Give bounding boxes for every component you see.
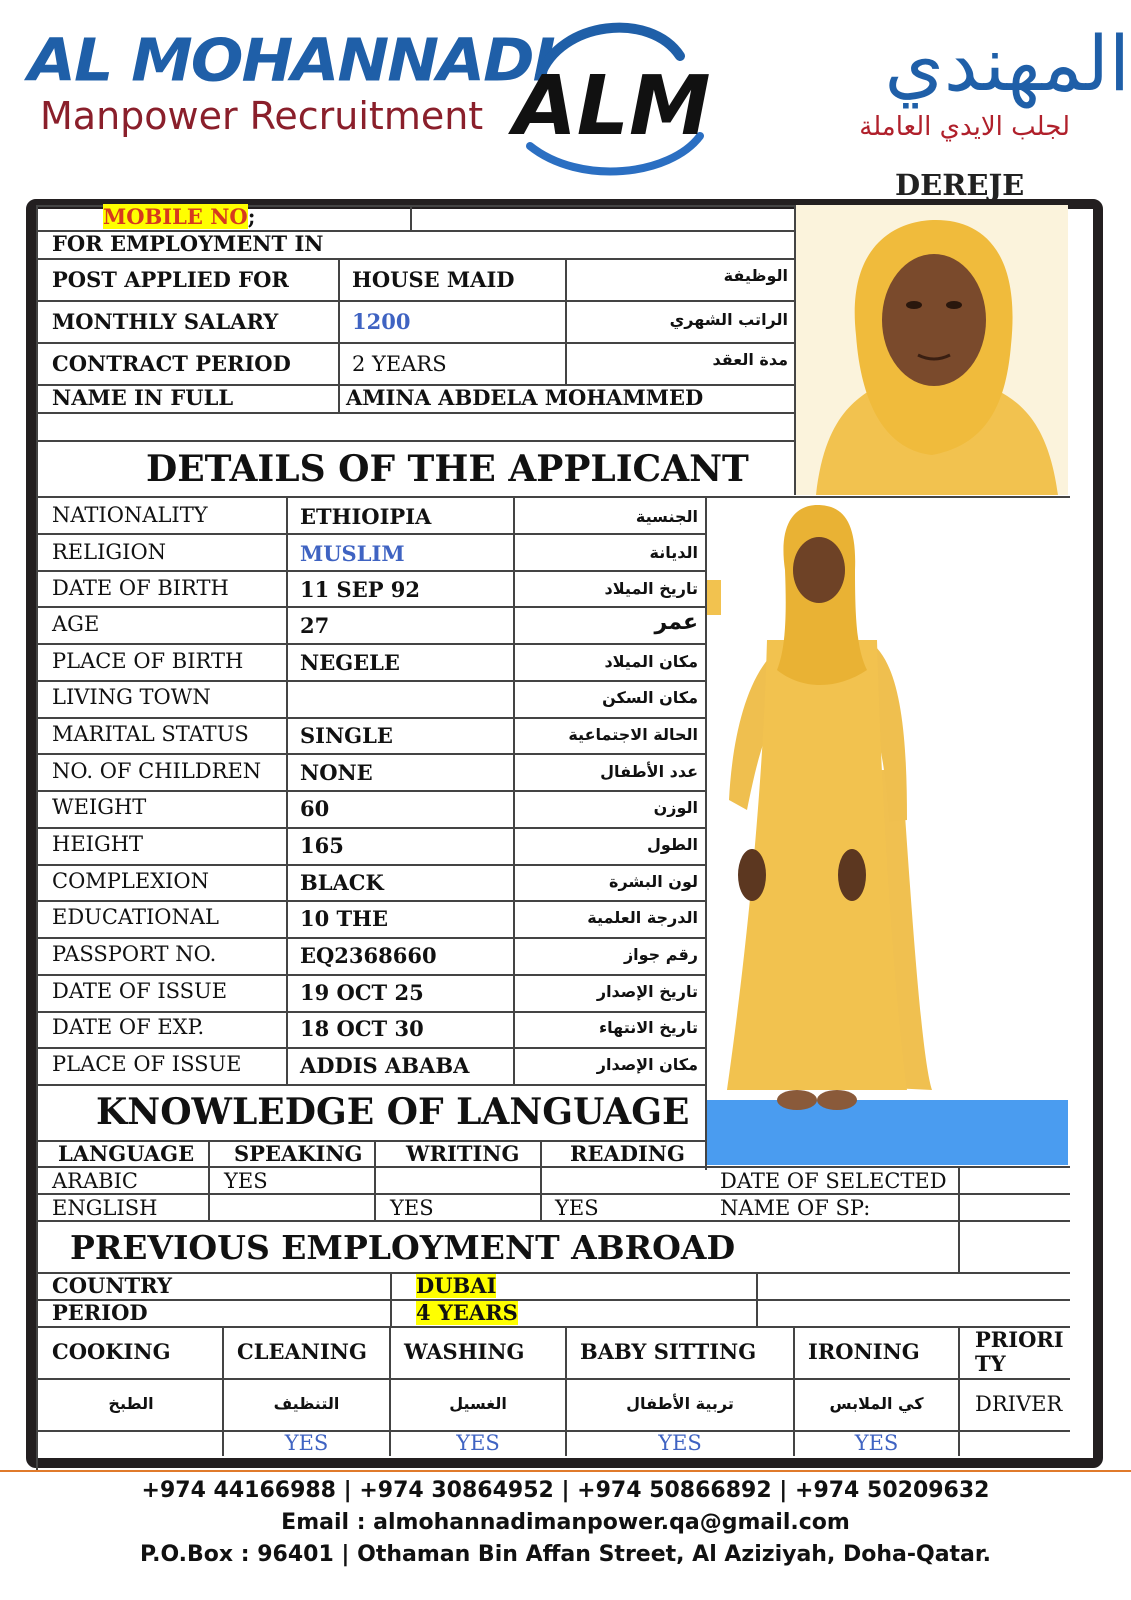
divider (36, 974, 706, 976)
divider (36, 1193, 1070, 1195)
detail-ar: مكان الإصدار (596, 1055, 698, 1074)
detail-label: PASSPORT NO. (52, 942, 217, 966)
detail-value: NONE (300, 760, 373, 785)
divider (36, 205, 38, 1470)
priority-header-line2: TY (975, 1351, 1006, 1376)
salary-label: MONTHLY SALARY (52, 309, 279, 334)
footer-divider (0, 1470, 1131, 1472)
divider (36, 717, 706, 719)
divider (286, 496, 288, 1084)
mobile-label: MOBILE NO (103, 204, 248, 229)
divider (36, 937, 706, 939)
period-label: PERIOD (52, 1300, 148, 1325)
detail-value: BLACK (300, 870, 384, 895)
detail-label: DATE OF ISSUE (52, 979, 228, 1003)
details-title: DETAILS OF THE APPLICANT (146, 448, 749, 490)
skill-value-baby-sitting: YES (658, 1431, 702, 1455)
skill-header-cooking: COOKING (52, 1339, 171, 1364)
language-title: KNOWLEDGE OF LANGUAGE (96, 1091, 690, 1133)
divider (756, 1272, 758, 1326)
skill-ar-baby-sitting: تربية الأطفال (626, 1394, 734, 1413)
divider (513, 496, 515, 1084)
divider (565, 258, 567, 384)
name-value: AMINA ABDELA MOHAMMED (346, 385, 704, 410)
detail-ar: لون البشرة (609, 872, 698, 891)
divider (36, 300, 796, 302)
detail-value: 60 (300, 796, 330, 821)
priority-value: DRIVER (975, 1392, 1063, 1416)
brand-name-en: AL MOHANNADI (28, 25, 554, 95)
detail-value: 10 THE (300, 906, 389, 931)
skill-header-ironing: IRONING (808, 1339, 920, 1364)
divider (36, 680, 706, 682)
divider (36, 1326, 1070, 1328)
detail-ar: مكان السكن (602, 688, 698, 707)
period-value: 4 YEARS (416, 1300, 518, 1325)
brand-block-ar (740, 20, 1130, 142)
post-ar: الوظيفة (723, 266, 788, 285)
divider (36, 1299, 1070, 1301)
employment-in-label: FOR EMPLOYMENT IN (52, 231, 324, 256)
post-value: HOUSE MAID (352, 267, 515, 292)
brand-block-en (28, 25, 554, 138)
divider (36, 900, 706, 902)
previous-employment-title: PREVIOUS EMPLOYMENT ABROAD (70, 1228, 736, 1267)
detail-label: MARITAL STATUS (52, 722, 249, 746)
divider (36, 570, 706, 572)
lang-english: ENGLISH (52, 1196, 158, 1220)
skill-header-baby-sitting: BABY SITTING (580, 1339, 757, 1364)
detail-value: 27 (300, 613, 330, 638)
mobile-suffix: ; (247, 204, 256, 229)
detail-label: EDUCATIONAL (52, 905, 219, 929)
detail-label: PLACE OF ISSUE (52, 1052, 242, 1076)
divider (36, 440, 796, 442)
divider (36, 1047, 706, 1049)
lang-arabic: ARABIC (52, 1169, 138, 1193)
detail-value: ETHIOIPIA (300, 504, 432, 529)
detail-label: DATE OF BIRTH (52, 576, 229, 600)
divider (36, 606, 706, 608)
agent-name: DEREJE (895, 168, 1025, 202)
divider (36, 533, 706, 535)
brand-subtitle-en: Manpower Recruitment (40, 94, 484, 138)
logo-text: ALM (513, 59, 711, 154)
date-of-selected-label: DATE OF SELECTED (720, 1169, 947, 1193)
divider (208, 1140, 210, 1220)
lang-header-writing: WRITING (406, 1141, 520, 1166)
brand-subtitle-ar: لجلب الايدي العاملة (859, 112, 1070, 142)
divider (36, 864, 706, 866)
skill-value-ironing: YES (854, 1431, 899, 1455)
detail-label: NO. OF CHILDREN (52, 759, 262, 783)
skill-value-washing: YES (456, 1431, 500, 1455)
lang-header-language: LANGUAGE (58, 1141, 195, 1166)
lang-english-writing: YES (390, 1196, 434, 1220)
country-value: DUBAI (416, 1273, 497, 1298)
priority-header-line1: PRIORI (975, 1327, 1064, 1352)
divider (540, 1140, 542, 1220)
divider (36, 1011, 706, 1013)
divider (36, 1220, 1070, 1222)
lang-english-reading: YES (555, 1196, 599, 1220)
detail-value: 18 OCT 30 (300, 1016, 424, 1041)
divider (958, 1326, 960, 1456)
skill-header-washing: WASHING (404, 1339, 525, 1364)
detail-label: AGE (52, 612, 100, 636)
detail-value: ADDIS ABABA (300, 1053, 470, 1078)
detail-ar: تاريخ الانتهاء (598, 1018, 698, 1037)
divider (36, 342, 796, 344)
detail-value: 19 OCT 25 (300, 980, 424, 1005)
divider (36, 496, 1070, 498)
detail-ar: عدد الأطفال (600, 762, 698, 781)
detail-ar: الوزن (653, 798, 698, 817)
detail-label: COMPLEXION (52, 869, 210, 893)
footer-email: Email : almohannadimanpower.qa@gmail.com (281, 1510, 850, 1535)
detail-ar: تاريخ الإصدار (596, 982, 698, 1001)
mobile-row (103, 205, 255, 229)
salary-ar: الراتب الشهري (669, 310, 788, 329)
applicant-portrait-photo (796, 205, 1068, 495)
detail-ar: الجنسية (635, 507, 698, 526)
detail-ar: الطول (647, 835, 698, 854)
skill-ar-ironing: كي الملابس (829, 1394, 924, 1413)
detail-ar: الديانة (649, 543, 698, 562)
lang-header-reading: READING (570, 1141, 685, 1166)
detail-ar: رقم جواز (623, 945, 698, 964)
detail-label: PLACE OF BIRTH (52, 649, 244, 673)
skill-ar-washing: الغسيل (449, 1394, 507, 1413)
contract-ar: مدة العقد (712, 350, 788, 369)
contract-value: 2 YEARS (352, 352, 447, 376)
detail-label: DATE OF EXP. (52, 1015, 205, 1039)
divider (36, 643, 706, 645)
divider (36, 790, 706, 792)
detail-ar: تاريخ الميلاد (604, 579, 698, 598)
lang-arabic-speaking: YES (224, 1169, 268, 1193)
divider (374, 1140, 376, 1220)
divider (36, 827, 706, 829)
skill-ar-cooking: الطبخ (108, 1394, 154, 1413)
post-label: POST APPLIED FOR (52, 267, 289, 292)
footer-address: P.O.Box : 96401 | Othaman Bin Affan Street, Al Aziziyah, Doha-Qatar. (140, 1542, 991, 1567)
detail-ar: مكان الميلاد (604, 652, 698, 671)
detail-value: NEGELE (300, 650, 400, 675)
divider (410, 205, 412, 230)
detail-ar: الدرجة العلمية (587, 908, 698, 927)
applicant-full-photo (707, 500, 1068, 1165)
detail-label: RELIGION (52, 540, 167, 564)
detail-label: LIVING TOWN (52, 685, 211, 709)
country-label: COUNTRY (52, 1273, 172, 1298)
contract-label: CONTRACT PERIOD (52, 351, 291, 376)
divider (390, 1272, 392, 1326)
detail-value: SINGLE (300, 723, 393, 748)
detail-label: HEIGHT (52, 832, 144, 856)
detail-label: NATIONALITY (52, 503, 208, 527)
divider (36, 1378, 1070, 1380)
detail-ar: الحالة الاجتماعية (568, 725, 698, 744)
detail-value: 11 SEP 92 (300, 577, 421, 602)
skill-header-cleaning: CLEANING (237, 1339, 367, 1364)
divider (958, 1166, 960, 1272)
salary-value: 1200 (352, 309, 411, 334)
lang-header-speaking: SPEAKING (234, 1141, 363, 1166)
divider (36, 258, 796, 260)
divider (36, 1084, 706, 1086)
divider (36, 1166, 1070, 1168)
divider (36, 412, 796, 414)
divider (338, 258, 340, 412)
divider (36, 753, 706, 755)
name-of-sponsor-label: NAME OF SP: (720, 1196, 871, 1220)
name-label: NAME IN FULL (52, 385, 234, 410)
detail-value: EQ2368660 (300, 943, 437, 968)
skill-value-cleaning: YES (284, 1431, 329, 1455)
alm-logo (500, 16, 725, 176)
detail-value: 165 (300, 833, 344, 858)
detail-ar: عمر (654, 610, 698, 635)
brand-name-ar: المهندي (884, 19, 1130, 108)
detail-label: WEIGHT (52, 795, 147, 819)
footer-phones: +974 44166988 | +974 30864952 | +974 50866892 | +974 50209632 (141, 1478, 990, 1503)
skill-ar-cleaning: التنظيف (273, 1394, 340, 1413)
detail-value: MUSLIM (300, 541, 405, 566)
divider (36, 1272, 1070, 1274)
